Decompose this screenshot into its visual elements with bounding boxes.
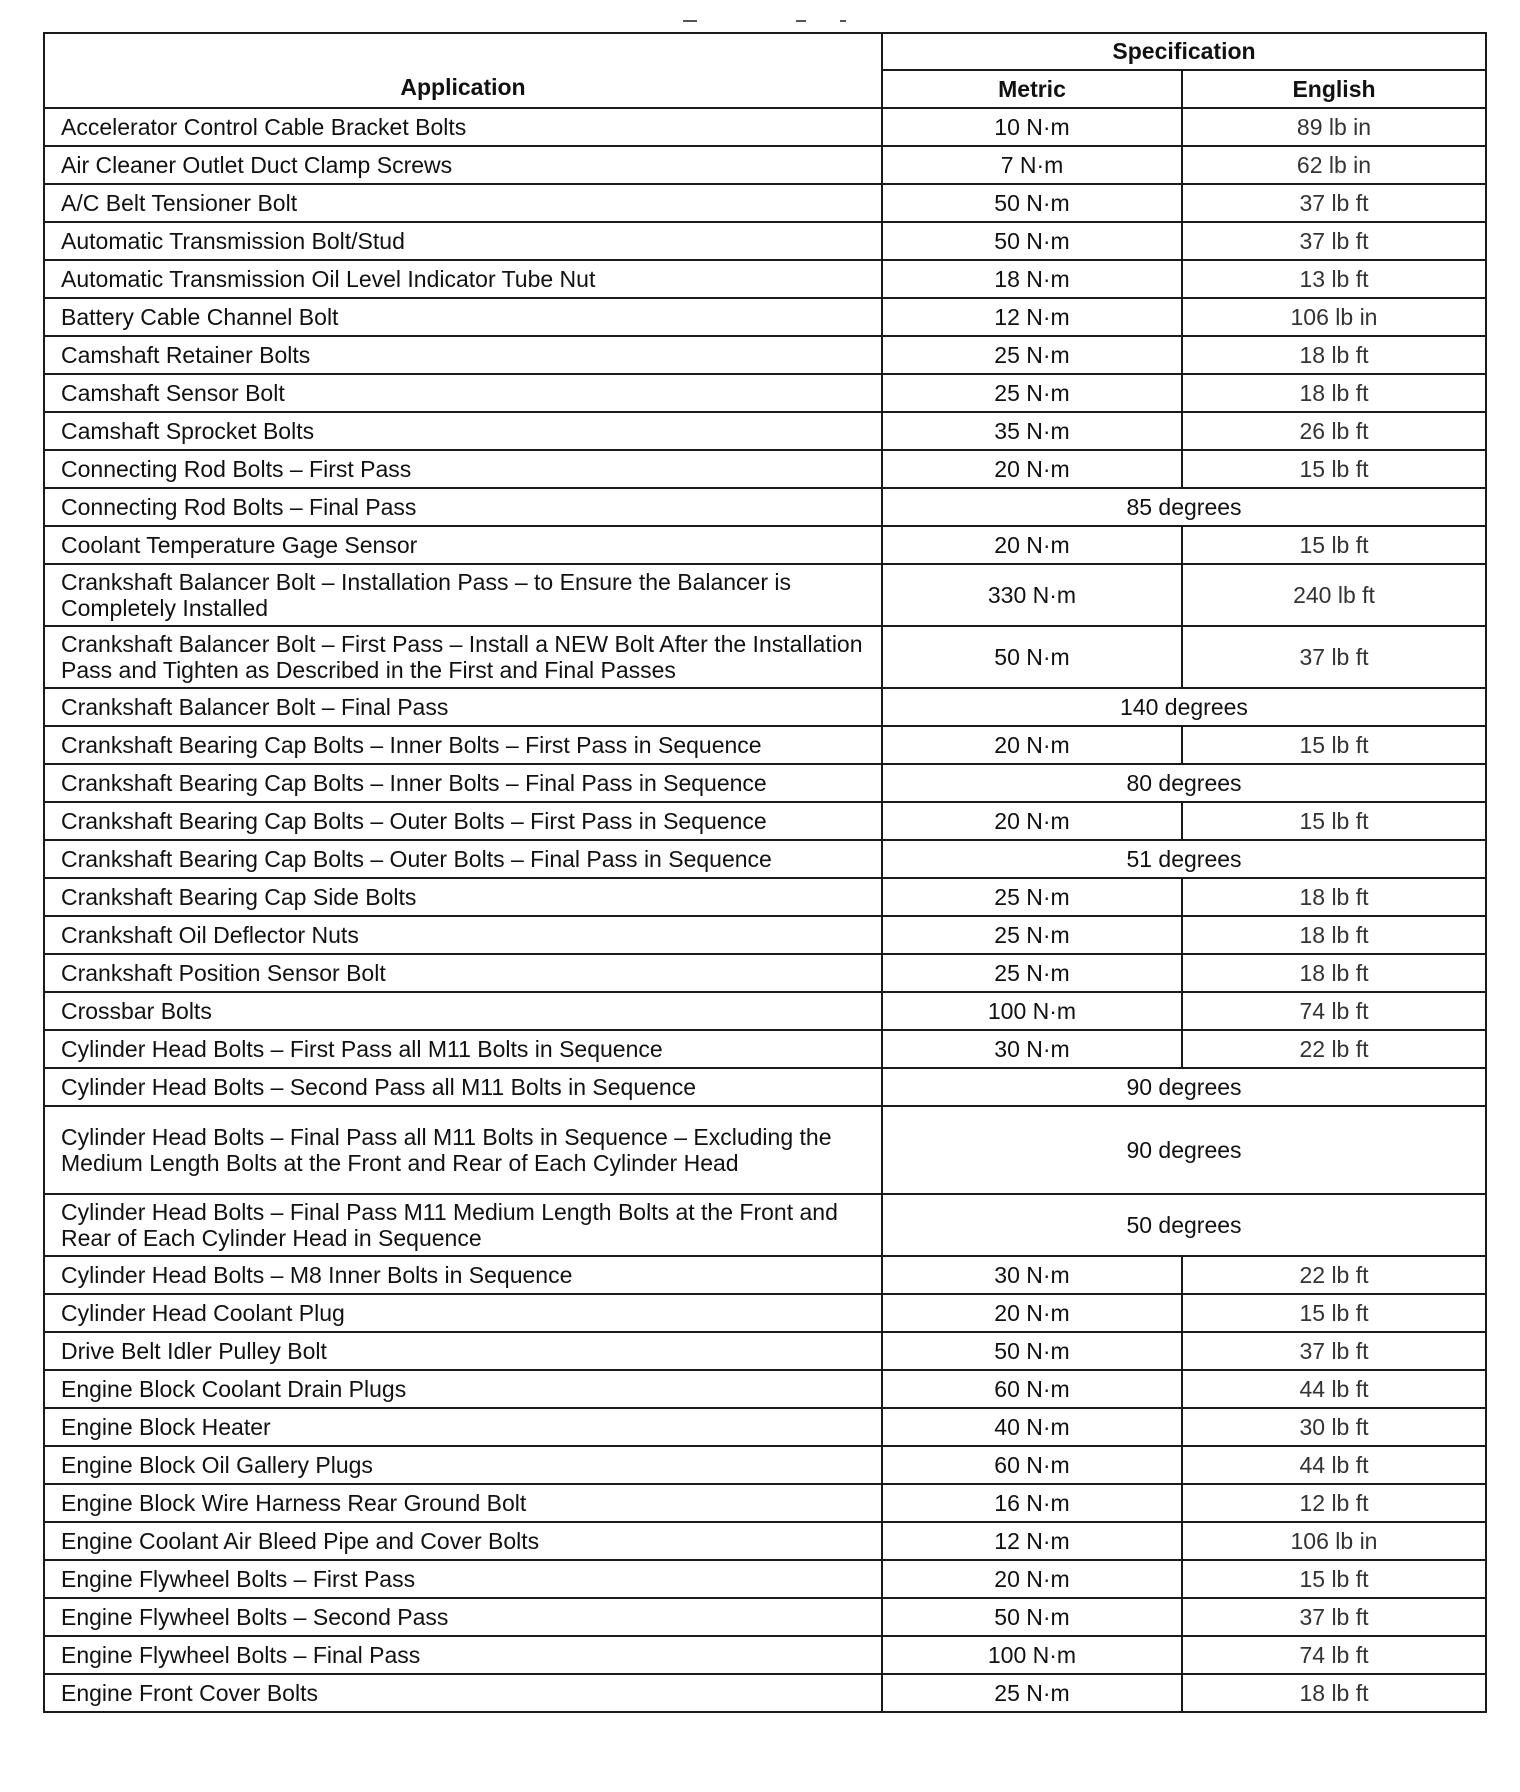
angle-spec-cell: 140 degrees [882,688,1486,726]
torque-spec-document [43,32,1485,1713]
metric-cell: 25 N·m [882,954,1182,992]
table-row [44,450,1486,488]
english-cell: 18 lb ft [1182,336,1486,374]
application-cell: Crankshaft Bearing Cap Bolts – Outer Bolts – First Pass in Sequence [44,802,882,840]
table-row [44,1674,1486,1712]
angle-spec-cell: 50 degrees [882,1194,1486,1256]
metric-cell: 18 N·m [882,260,1182,298]
scan-mark [683,20,697,22]
table-row [44,1030,1486,1068]
application-cell: Crankshaft Bearing Cap Bolts – Inner Bolts – First Pass in Sequence [44,726,882,764]
english-cell: 26 lb ft [1182,412,1486,450]
table-row [44,1522,1486,1560]
english-cell: 15 lb ft [1182,1560,1486,1598]
table-row [44,878,1486,916]
angle-spec-cell: 51 degrees [882,840,1486,878]
application-cell: Connecting Rod Bolts – First Pass [44,450,882,488]
application-cell: Coolant Temperature Gage Sensor [44,526,882,564]
table-row [44,764,1486,802]
english-cell: 240 lb ft [1182,564,1486,626]
table-row [44,374,1486,412]
application-cell: Air Cleaner Outlet Duct Clamp Screws [44,146,882,184]
application-cell: Cylinder Head Coolant Plug [44,1294,882,1332]
application-cell: Crankshaft Bearing Cap Side Bolts [44,878,882,916]
english-cell: 15 lb ft [1182,526,1486,564]
table-row [44,1560,1486,1598]
english-cell: 62 lb in [1182,146,1486,184]
table-row [44,488,1486,526]
angle-spec-cell: 85 degrees [882,488,1486,526]
table-row [44,726,1486,764]
table-row [44,1598,1486,1636]
application-cell: Accelerator Control Cable Bracket Bolts [44,108,882,146]
application-cell: Crossbar Bolts [44,992,882,1030]
table-row [44,1332,1486,1370]
table-row [44,146,1486,184]
scan-mark [840,20,846,22]
metric-cell: 25 N·m [882,916,1182,954]
english-cell: 22 lb ft [1182,1256,1486,1294]
metric-cell: 50 N·m [882,626,1182,688]
english-cell: 44 lb ft [1182,1370,1486,1408]
english-cell: 37 lb ft [1182,1332,1486,1370]
english-cell: 15 lb ft [1182,1294,1486,1332]
table-row [44,222,1486,260]
table-row [44,108,1486,146]
application-cell: Cylinder Head Bolts – Final Pass M11 Medium Length Bolts at the Front and Rear of Each Cylinder Head in Sequence [44,1194,882,1256]
table-row [44,1068,1486,1106]
metric-cell: 20 N·m [882,1560,1182,1598]
metric-cell: 25 N·m [882,336,1182,374]
english-cell: 18 lb ft [1182,374,1486,412]
english-cell: 15 lb ft [1182,726,1486,764]
application-cell: Connecting Rod Bolts – Final Pass [44,488,882,526]
application-cell: Engine Block Wire Harness Rear Ground Bolt [44,1484,882,1522]
table-row [44,688,1486,726]
table-row [44,526,1486,564]
application-cell: Crankshaft Balancer Bolt – Final Pass [44,688,882,726]
table-row [44,626,1486,688]
application-cell: Engine Coolant Air Bleed Pipe and Cover Bolts [44,1522,882,1560]
metric-cell: 50 N·m [882,184,1182,222]
metric-cell: 50 N·m [882,1598,1182,1636]
english-cell: 15 lb ft [1182,450,1486,488]
angle-spec-cell: 90 degrees [882,1106,1486,1194]
metric-cell: 25 N·m [882,374,1182,412]
english-cell: 37 lb ft [1182,184,1486,222]
table-row [44,1446,1486,1484]
metric-cell: 12 N·m [882,1522,1182,1560]
table-row [44,992,1486,1030]
application-cell: Crankshaft Balancer Bolt – First Pass – Install a NEW Bolt After the Installation Pass and Tighten as Described in the First and Final Passes [44,626,882,688]
application-cell: Crankshaft Balancer Bolt – Installation Pass – to Ensure the Balancer is Completely Installed [44,564,882,626]
table-row [44,336,1486,374]
english-cell: 22 lb ft [1182,1030,1486,1068]
english-cell: 106 lb in [1182,298,1486,336]
application-cell: Automatic Transmission Bolt/Stud [44,222,882,260]
application-cell: Crankshaft Oil Deflector Nuts [44,916,882,954]
table-row [44,1294,1486,1332]
application-cell: Cylinder Head Bolts – Final Pass all M11 Bolts in Sequence – Excluding the Medium Length Bolts at the Front and Rear of Each Cylinder Head [44,1106,882,1194]
table-row [44,1370,1486,1408]
metric-cell: 100 N·m [882,992,1182,1030]
english-cell: 30 lb ft [1182,1408,1486,1446]
table-row [44,184,1486,222]
application-cell: Engine Block Coolant Drain Plugs [44,1370,882,1408]
application-cell: Battery Cable Channel Bolt [44,298,882,336]
application-cell: A/C Belt Tensioner Bolt [44,184,882,222]
table-row [44,1194,1486,1256]
torque-spec-table [43,32,1487,1713]
metric-cell: 60 N·m [882,1370,1182,1408]
table-row [44,564,1486,626]
application-cell: Engine Block Oil Gallery Plugs [44,1446,882,1484]
scan-mark [796,20,806,22]
table-row [44,802,1486,840]
table-row [44,1256,1486,1294]
table-row [44,916,1486,954]
table-row [44,298,1486,336]
application-cell: Engine Flywheel Bolts – Second Pass [44,1598,882,1636]
application-cell: Crankshaft Bearing Cap Bolts – Inner Bolts – Final Pass in Sequence [44,764,882,802]
english-cell: 37 lb ft [1182,222,1486,260]
table-row [44,954,1486,992]
application-cell: Camshaft Sprocket Bolts [44,412,882,450]
metric-header: Metric [882,70,1182,108]
application-cell: Camshaft Sensor Bolt [44,374,882,412]
english-cell: 74 lb ft [1182,992,1486,1030]
english-cell: 15 lb ft [1182,802,1486,840]
metric-cell: 20 N·m [882,450,1182,488]
metric-cell: 50 N·m [882,222,1182,260]
application-cell: Crankshaft Position Sensor Bolt [44,954,882,992]
english-cell: 12 lb ft [1182,1484,1486,1522]
metric-cell: 35 N·m [882,412,1182,450]
metric-cell: 7 N·m [882,146,1182,184]
application-cell: Crankshaft Bearing Cap Bolts – Outer Bolts – Final Pass in Sequence [44,840,882,878]
metric-cell: 30 N·m [882,1030,1182,1068]
metric-cell: 20 N·m [882,802,1182,840]
english-cell: 18 lb ft [1182,1674,1486,1712]
application-cell: Cylinder Head Bolts – Second Pass all M11 Bolts in Sequence [44,1068,882,1106]
table-row [44,1484,1486,1522]
english-cell: 44 lb ft [1182,1446,1486,1484]
metric-cell: 330 N·m [882,564,1182,626]
application-cell: Cylinder Head Bolts – First Pass all M11 Bolts in Sequence [44,1030,882,1068]
english-cell: 18 lb ft [1182,916,1486,954]
application-cell: Camshaft Retainer Bolts [44,336,882,374]
table-row [44,1106,1486,1194]
angle-spec-cell: 80 degrees [882,764,1486,802]
application-cell: Engine Front Cover Bolts [44,1674,882,1712]
metric-cell: 20 N·m [882,1294,1182,1332]
english-cell: 18 lb ft [1182,954,1486,992]
english-cell: 37 lb ft [1182,1598,1486,1636]
table-row [44,840,1486,878]
specification-header: Specification [882,33,1486,70]
angle-spec-cell: 90 degrees [882,1068,1486,1106]
table-row [44,260,1486,298]
english-cell: 89 lb in [1182,108,1486,146]
metric-cell: 100 N·m [882,1636,1182,1674]
metric-cell: 50 N·m [882,1332,1182,1370]
metric-cell: 20 N·m [882,726,1182,764]
metric-cell: 40 N·m [882,1408,1182,1446]
application-cell: Drive Belt Idler Pulley Bolt [44,1332,882,1370]
metric-cell: 30 N·m [882,1256,1182,1294]
english-cell: 18 lb ft [1182,878,1486,916]
table-body [44,108,1486,1712]
application-cell: Automatic Transmission Oil Level Indicator Tube Nut [44,260,882,298]
metric-cell: 60 N·m [882,1446,1182,1484]
metric-cell: 20 N·m [882,526,1182,564]
metric-cell: 25 N·m [882,878,1182,916]
table-row [44,1636,1486,1674]
application-cell: Engine Flywheel Bolts – First Pass [44,1560,882,1598]
application-cell: Cylinder Head Bolts – M8 Inner Bolts in Sequence [44,1256,882,1294]
english-cell: 74 lb ft [1182,1636,1486,1674]
table-row [44,1408,1486,1446]
application-cell: Engine Block Heater [44,1408,882,1446]
table-row [44,412,1486,450]
metric-cell: 10 N·m [882,108,1182,146]
metric-cell: 12 N·m [882,298,1182,336]
english-header: English [1182,70,1486,108]
application-cell: Engine Flywheel Bolts – Final Pass [44,1636,882,1674]
metric-cell: 25 N·m [882,1674,1182,1712]
english-cell: 37 lb ft [1182,626,1486,688]
application-header: Application [44,33,882,108]
metric-cell: 16 N·m [882,1484,1182,1522]
english-cell: 13 lb ft [1182,260,1486,298]
english-cell: 106 lb in [1182,1522,1486,1560]
